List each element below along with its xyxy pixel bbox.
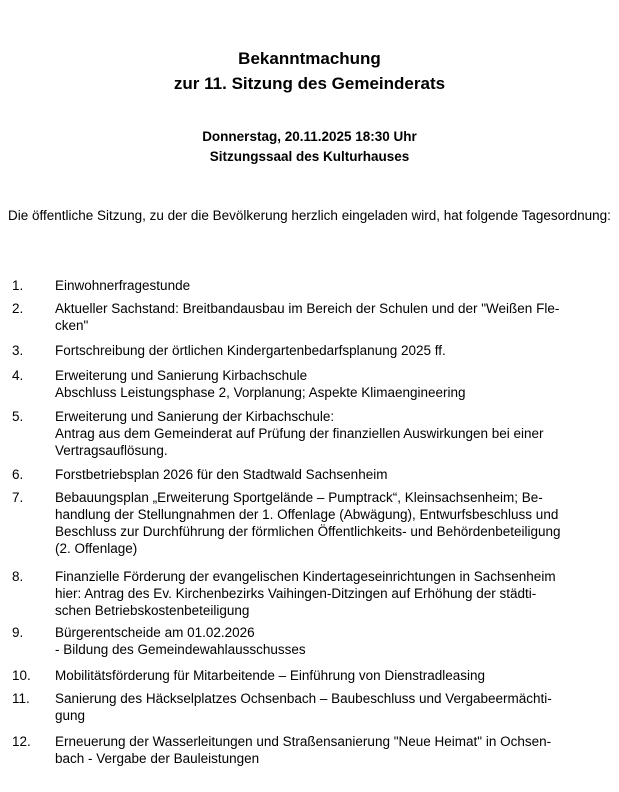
agenda-item-line: Erweiterung und Sanierung der Kirbachschule: (55, 409, 335, 424)
agenda-item-number: 12. (12, 734, 31, 749)
intro-paragraph: Die öffentliche Sitzung, zu der die Bevölkerung herzlich eingeladen wird, hat folgende Tagesordnung: (8, 208, 611, 223)
agenda-item-text (55, 733, 611, 767)
agenda-item-number: 6. (12, 467, 24, 482)
agenda-item-line: handlung der Stellungnahmen der 1. Offenlage (Abwägung), Entwurfsbeschluss und (55, 507, 559, 522)
agenda-item-number: 7. (12, 490, 24, 505)
document-subtitle: zur 11. Sitzung des Gemeinderats (173, 74, 446, 93)
meeting-date-time: Donnerstag, 20.11.2025 18:30 Uhr (202, 129, 417, 144)
meeting-location: Sitzungssaal des Kulturhauses (209, 149, 410, 164)
agenda-item-line: Abschluss Leistungsphase 2, Vorplanung; Aspekte Klimaengineering (55, 385, 466, 400)
agenda-item-line: Erweiterung und Sanierung Kirbachschule (55, 368, 308, 383)
agenda-item-line: schen Betriebskostenbeteiligung (55, 603, 250, 618)
agenda-item-line: Vertragsauflösung. (55, 443, 168, 458)
agenda-item-line: hier: Antrag des Ev. Kirchenbezirks Vaihingen-Ditzingen auf Erhöhung der städti- (55, 586, 537, 601)
agenda-item-line: bach - Vergabe der Bauleistungen (55, 751, 260, 766)
agenda-item-line: Mobilitätsförderung für Mitarbeitende – Einführung von Dienstradleasing (55, 668, 485, 683)
agenda-item-number: 5. (12, 409, 24, 424)
agenda-item-number: 8. (12, 569, 24, 584)
agenda-item-text (55, 367, 611, 401)
agenda-item-number: 9. (12, 625, 24, 640)
document-title: Bekanntmachung (238, 49, 381, 68)
agenda-item-line: - Bildung des Gemeindewahlausschusses (55, 642, 306, 657)
agenda-item-text (55, 342, 611, 359)
agenda-item-text (55, 489, 611, 557)
agenda-item-text (55, 277, 611, 294)
agenda-item-line: gung (55, 708, 86, 723)
agenda-item-text (55, 667, 611, 684)
agenda-item-line: Erneuerung der Wasserleitungen und Straßensanierung "Neue Heimat" in Ochsen- (55, 734, 552, 749)
agenda-item-line: Antrag aus dem Gemeinderat auf Prüfung der finanziellen Auswirkungen bei einer (55, 426, 544, 441)
agenda-item-line: Bebauungsplan „Erweiterung Sportgelände – Pumptrack“, Kleinsachsenheim; Be- (55, 490, 543, 505)
agenda-item-line: (2. Offenlage) (55, 541, 138, 556)
agenda-item-line: Fortschreibung der örtlichen Kindergartenbedarfsplanung 2025 ff. (55, 343, 446, 358)
agenda-item-number: 10. (12, 668, 31, 683)
agenda-item-text (55, 624, 611, 658)
agenda-item-line: Finanzielle Förderung der evangelischen Kindertageseinrichtungen in Sachsenheim (55, 569, 556, 584)
agenda-item-text (55, 690, 611, 724)
agenda-item-line: cken" (55, 318, 89, 333)
agenda-item-line: Sanierung des Häckselplatzes Ochsenbach – Baubeschluss und Vergabeermächti- (55, 691, 552, 706)
agenda-item-line: Aktueller Sachstand: Breitbandausbau im Bereich der Schulen und der "Weißen Fle- (55, 301, 560, 316)
agenda-item-number: 4. (12, 368, 24, 383)
agenda-item-line: Bürgerentscheide am 01.02.2026 (55, 625, 255, 640)
agenda-item-line: Forstbetriebsplan 2026 für den Stadtwald Sachsenheim (55, 467, 388, 482)
agenda-item-text (55, 408, 611, 459)
agenda-item-line: Einwohnerfragestunde (55, 278, 191, 293)
agenda-item-text (55, 568, 611, 619)
agenda-item-number: 11. (12, 691, 30, 706)
agenda-item-text (55, 300, 611, 334)
agenda-item-text (55, 466, 611, 483)
agenda-item-number: 1. (12, 278, 24, 293)
agenda-item-line: Beschluss zur Durchführung der förmlichen Öffentlichkeits- und Behördenbeteiligung (55, 524, 561, 539)
agenda-item-number: 3. (12, 343, 24, 358)
agenda-item-number: 2. (12, 301, 24, 316)
